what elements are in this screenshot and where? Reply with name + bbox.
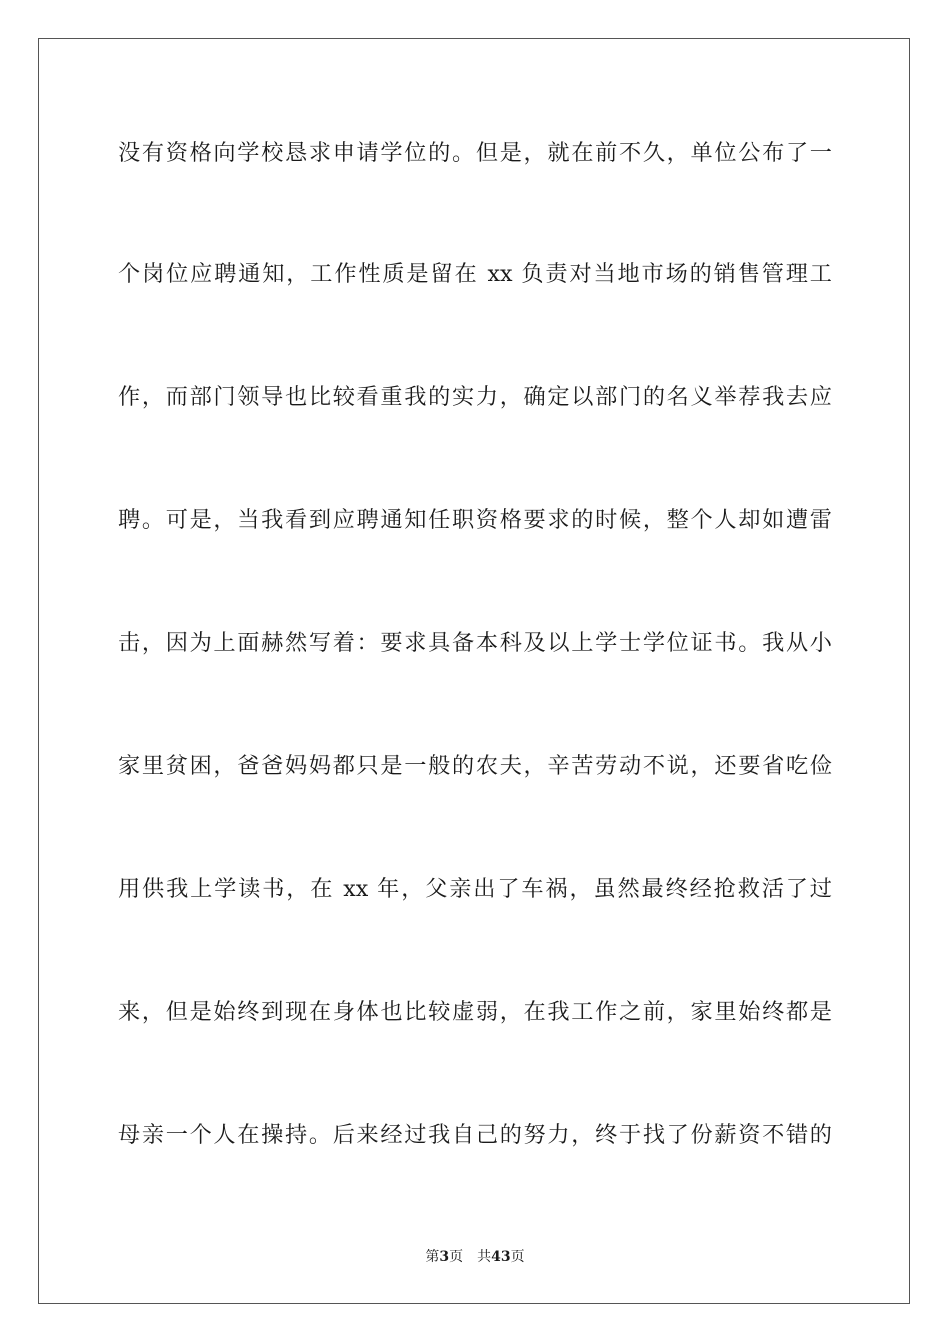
page-number: 3 [439,1249,450,1265]
text-line: 家里贫困，爸爸妈妈都只是一般的农夫，辛苦劳动不说，还要省吃俭 [118,753,832,779]
text-line: 作，而部门领导也比较看重我的实力，确定以部门的名义举荐我去应 [118,384,832,410]
text-line: 没有资格向学校恳求申请学位的。但是，就在前不久，单位公布了一 [118,140,832,166]
page-label-prefix: 第 [425,1249,440,1265]
page-border [38,38,910,1304]
total-label-prefix: 共 [477,1249,492,1265]
total-pages: 43 [491,1249,511,1265]
text-line: 聘。可是，当我看到应聘通知任职资格要求的时候，整个人却如遭雷 [118,507,832,533]
text-line: 用供我上学读书，在 xx 年，父亲出了车祸，虽然最终经抢救活了过 [118,876,832,902]
text-line: 来，但是始终到现在身体也比较虚弱，在我工作之前，家里始终都是 [118,999,832,1025]
total-label-suffix: 页 [510,1249,525,1265]
text-line: 击，因为上面赫然写着：要求具备本科及以上学士学位证书。我从小 [118,630,832,656]
page-label-suffix: 页 [449,1249,464,1265]
text-line: 个岗位应聘通知，工作性质是留在 xx 负责对当地市场的销售管理工 [118,261,832,287]
page-footer [0,1247,950,1267]
text-line: 母亲一个人在操持。后来经过我自己的努力，终于找了份薪资不错的 [118,1122,832,1148]
